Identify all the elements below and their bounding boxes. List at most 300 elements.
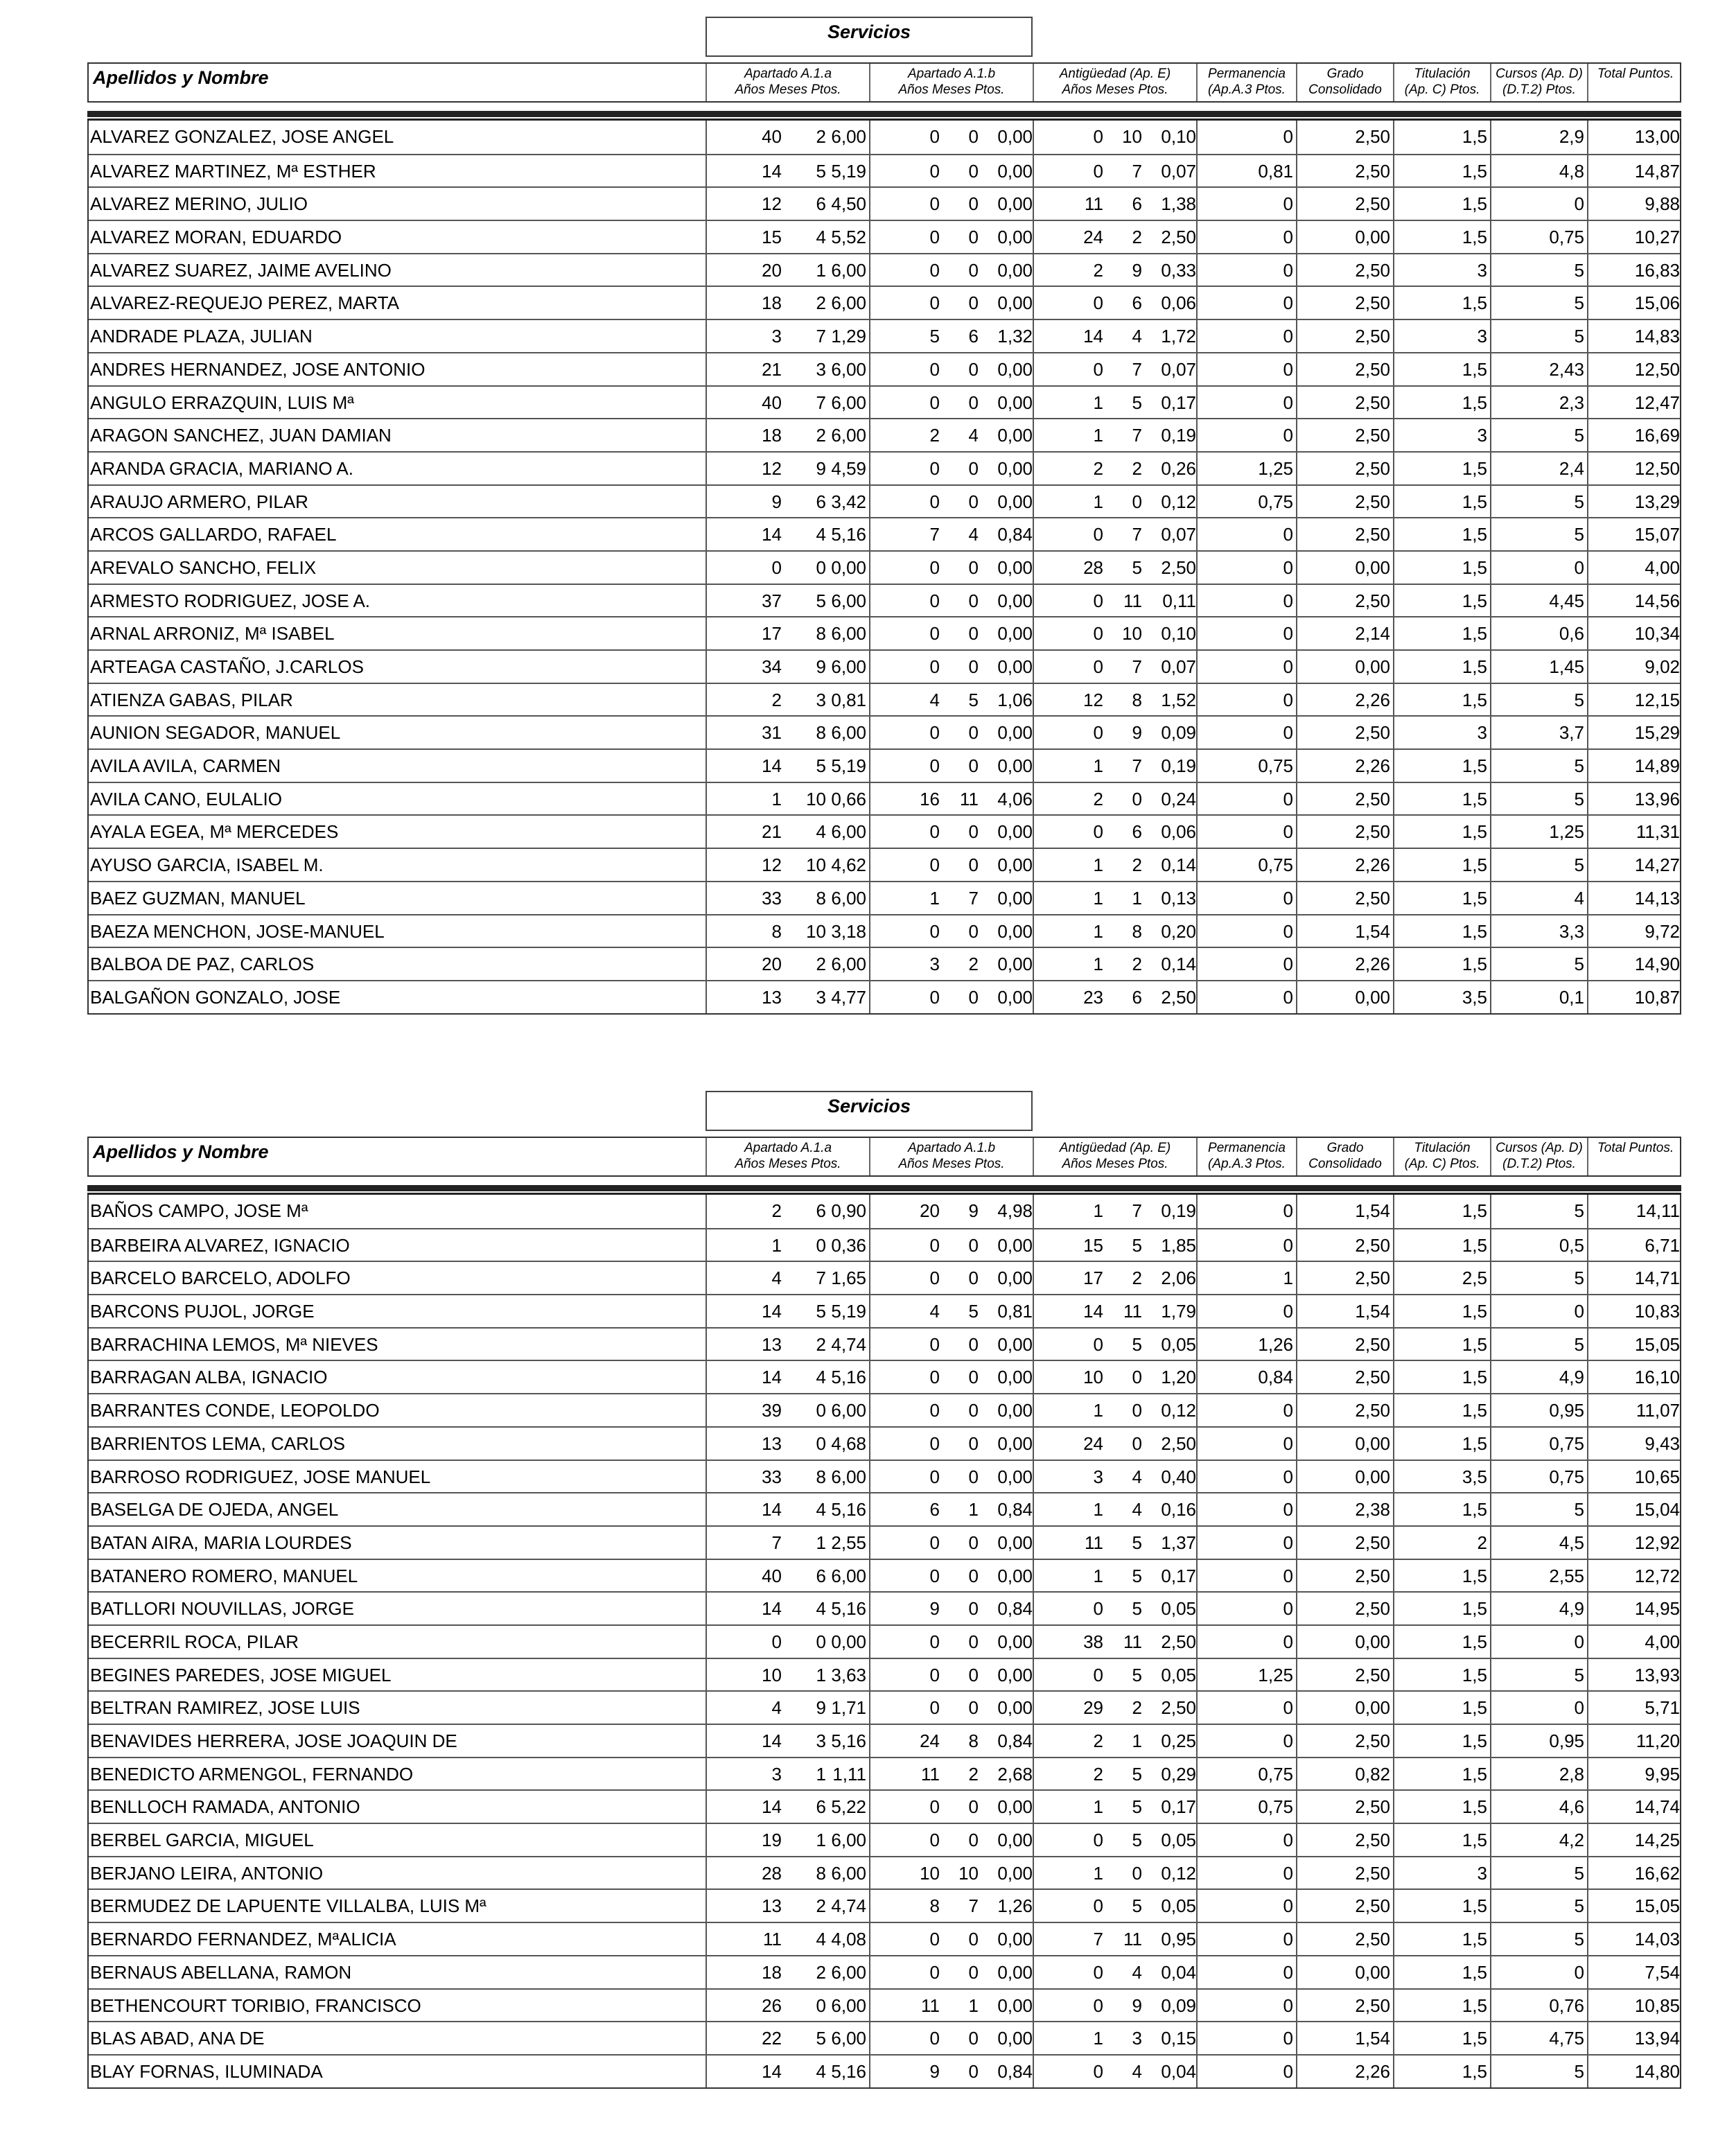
cell-a1a-ptos: 6,00 (831, 1466, 866, 1487)
cell-a1a-ptos: 6,00 (831, 590, 866, 611)
cell-titulacion: 1,5 (1462, 920, 1487, 942)
cell-grado: 2,50 (1355, 524, 1390, 545)
cell-a1a-ptos: 5,16 (831, 1730, 866, 1751)
cell-a1a-ptos: 4,74 (831, 1333, 866, 1355)
cell-grado: 2,50 (1355, 292, 1390, 314)
cell-a1a-ptos: 1,29 (831, 326, 866, 347)
cell-a1b-meses: 5 (968, 689, 979, 710)
cell-name: ANDRES HERNANDEZ, JOSE ANTONIO (90, 358, 426, 380)
cell-total: 9,02 (1645, 656, 1680, 677)
cell-titulacion: 1,5 (1462, 656, 1487, 677)
cell-a1b-meses: 0 (968, 1400, 979, 1421)
column-header-line: Años Meses Ptos. (735, 82, 841, 97)
cell-titulacion: 1,5 (1462, 1895, 1487, 1917)
cell-antig-ptos: 0,20 (1161, 920, 1196, 942)
column-divider (1033, 1262, 1034, 1294)
cell-antig-meses: 5 (1132, 1598, 1142, 1620)
cell-permanencia: 0 (1283, 1598, 1293, 1620)
cell-a1a-meses: 8 (816, 722, 826, 744)
cell-grado: 2,50 (1355, 160, 1390, 182)
cell-antig-anos: 3 (1093, 1466, 1103, 1487)
cell-a1a-ptos: 6,00 (831, 292, 866, 314)
cell-antig-meses: 11 (1123, 590, 1142, 611)
cell-a1b-ptos: 0,00 (997, 986, 1033, 1008)
cell-a1a-meses: 4 (816, 821, 826, 843)
cell-permanencia: 0,75 (1258, 491, 1293, 512)
cell-cursos: 5 (1574, 954, 1584, 975)
cell-antig-ptos: 0,17 (1161, 1565, 1196, 1586)
cell-antig-anos: 17 (1083, 1268, 1103, 1289)
cell-a1b-ptos: 0,00 (997, 1367, 1033, 1388)
cell-name: BAEZA MENCHON, JOSE-MANUEL (90, 920, 385, 942)
cell-cursos: 5 (1574, 1200, 1584, 1221)
cell-a1b-meses: 0 (968, 755, 979, 777)
cell-antig-meses: 10 (1122, 623, 1142, 645)
cell-grado: 0,00 (1355, 556, 1390, 578)
cell-a1a-meses: 0 (816, 1234, 826, 1256)
cell-titulacion: 1,5 (1462, 392, 1487, 413)
column-divider (869, 1890, 870, 1922)
column-divider (1033, 1329, 1034, 1360)
cell-total: 15,05 (1634, 1895, 1680, 1917)
column-divider (869, 1493, 870, 1525)
column-divider (869, 486, 870, 518)
cell-a1a-anos: 12 (762, 854, 782, 876)
cell-a1b-ptos: 0,00 (997, 556, 1033, 578)
cell-a1a-ptos: 0,00 (831, 1631, 866, 1652)
table-row (89, 1294, 1680, 1327)
cell-antig-ptos: 0,05 (1161, 1895, 1196, 1917)
cell-a1b-meses: 0 (968, 656, 979, 677)
cell-a1a-ptos: 2,55 (831, 1532, 866, 1553)
column-divider (1033, 387, 1034, 419)
cell-permanencia: 0,75 (1258, 1763, 1293, 1785)
table-row (89, 484, 1680, 518)
cell-a1a-meses: 6 (816, 193, 826, 215)
cell-total: 14,74 (1634, 1796, 1680, 1818)
cell-a1b-anos: 0 (929, 160, 940, 182)
column-divider (1033, 1461, 1034, 1493)
column-divider (1033, 453, 1034, 484)
cell-cursos: 0,75 (1549, 1466, 1584, 1487)
cell-antig-meses: 5 (1132, 1565, 1142, 1586)
cell-grado: 2,14 (1355, 623, 1390, 645)
cell-antig-meses: 5 (1132, 1796, 1142, 1818)
cell-a1a-ptos: 5,16 (831, 524, 866, 545)
cell-a1b-meses: 1 (968, 1995, 979, 2016)
cell-antig-meses: 2 (1132, 227, 1142, 248)
cell-total: 14,11 (1636, 1200, 1680, 1221)
cell-total: 12,50 (1634, 358, 1680, 380)
cell-a1a-meses: 0 (816, 1432, 826, 1454)
cell-cursos: 2,9 (1559, 126, 1584, 147)
column-divider (1033, 783, 1034, 815)
cell-antig-meses: 0 (1132, 1432, 1142, 1454)
cell-antig-ptos: 0,10 (1161, 126, 1196, 147)
cell-a1a-meses: 6 (816, 1565, 826, 1586)
cell-antig-meses: 9 (1132, 1995, 1142, 2016)
cell-antig-meses: 9 (1132, 722, 1142, 744)
column-divider (869, 1361, 870, 1393)
cell-a1b-ptos: 0,00 (997, 722, 1033, 744)
cell-cursos: 4,75 (1549, 2028, 1584, 2049)
column-header-line: Años Meses Ptos. (898, 1157, 1005, 1171)
cell-a1b-ptos: 0,00 (997, 954, 1033, 975)
column-divider (1033, 353, 1034, 385)
table-row (89, 1195, 1680, 1228)
column-divider (1033, 1428, 1034, 1460)
cell-antig-meses: 7 (1132, 755, 1142, 777)
cell-total: 14,25 (1634, 1830, 1680, 1851)
cell-antig-anos: 14 (1083, 326, 1103, 347)
cell-a1b-ptos: 0,00 (997, 292, 1033, 314)
cell-titulacion: 1,5 (1462, 1565, 1487, 1586)
column-header-cell (1393, 64, 1490, 101)
cell-permanencia: 0,84 (1258, 1367, 1293, 1388)
cell-a1a-meses: 1 (816, 1664, 826, 1685)
cell-cursos: 5 (1574, 755, 1584, 777)
cell-a1a-meses: 3 (816, 1730, 826, 1751)
cell-cursos: 5 (1574, 1268, 1584, 1289)
column-divider (869, 2022, 870, 2054)
table-row (89, 914, 1680, 947)
cell-a1b-ptos: 0,00 (997, 887, 1033, 909)
column-divider (1033, 849, 1034, 881)
cell-grado: 2,50 (1355, 1862, 1390, 1884)
cell-permanencia: 0 (1283, 1730, 1293, 1751)
cell-a1a-meses: 4 (816, 524, 826, 545)
cell-a1a-meses: 8 (816, 623, 826, 645)
cell-grado: 2,50 (1355, 1598, 1390, 1620)
cell-antig-anos: 0 (1093, 1664, 1103, 1685)
cell-a1b-meses: 0 (968, 1367, 979, 1388)
cell-name: ARANDA GRACIA, MARIANO A. (90, 457, 353, 479)
cell-a1a-ptos: 1,11 (832, 1763, 866, 1785)
cell-antig-anos: 1 (1093, 887, 1103, 909)
cell-a1a-anos: 14 (762, 1301, 782, 1322)
cell-a1a-ptos: 5,16 (831, 1367, 866, 1388)
cell-total: 15,04 (1634, 1499, 1680, 1520)
cell-a1a-ptos: 6,00 (831, 126, 866, 147)
cell-antig-anos: 15 (1083, 1234, 1103, 1256)
cell-a1a-meses: 10 (806, 854, 826, 876)
cell-antig-ptos: 0,19 (1161, 755, 1196, 777)
cell-a1b-ptos: 0,00 (997, 755, 1033, 777)
cell-a1a-meses: 4 (816, 1367, 826, 1388)
cell-a1b-meses: 0 (968, 392, 979, 413)
column-divider (869, 750, 870, 782)
cell-a1a-meses: 3 (816, 358, 826, 380)
cell-a1a-meses: 4 (816, 1929, 826, 1950)
table-row (89, 584, 1680, 617)
column-divider (1033, 1923, 1034, 1955)
column-header-cell (1033, 64, 1196, 101)
cell-grado: 2,50 (1355, 1830, 1390, 1851)
cell-a1b-ptos: 0,00 (997, 1268, 1033, 1289)
cell-cursos: 4,8 (1559, 160, 1584, 182)
cell-a1a-meses: 2 (816, 292, 826, 314)
cell-name: BARCONS PUJOL, JORGE (90, 1301, 315, 1322)
table-row (89, 352, 1680, 385)
cell-titulacion: 1,5 (1462, 457, 1487, 479)
cell-a1a-ptos: 6,00 (831, 1400, 866, 1421)
cell-permanencia: 0 (1283, 392, 1293, 413)
cell-titulacion: 1,5 (1462, 954, 1487, 975)
cell-grado: 2,26 (1355, 2060, 1390, 2082)
table-row (89, 1823, 1680, 1856)
cell-a1b-meses: 0 (968, 457, 979, 479)
cell-a1a-anos: 9 (771, 491, 782, 512)
column-divider (1033, 1791, 1034, 1823)
cell-titulacion: 1,5 (1462, 556, 1487, 578)
cell-a1b-meses: 0 (968, 623, 979, 645)
cell-a1a-anos: 34 (762, 656, 782, 677)
column-header-line: Apartado A.1.a (744, 67, 832, 81)
cell-a1a-ptos: 4,08 (831, 1929, 866, 1950)
cell-antig-ptos: 0,07 (1161, 656, 1196, 677)
cell-antig-anos: 1 (1093, 1400, 1103, 1421)
column-header-line: (Ap. C) Ptos. (1404, 82, 1480, 97)
table-row (89, 1559, 1680, 1592)
cell-a1b-ptos: 0,00 (997, 1333, 1033, 1355)
cell-total: 12,72 (1634, 1565, 1680, 1586)
cell-cursos: 1,25 (1549, 821, 1584, 843)
cell-a1a-meses: 5 (816, 590, 826, 611)
column-divider (869, 121, 870, 154)
cell-titulacion: 2 (1477, 1532, 1487, 1553)
cell-a1b-ptos: 0,00 (997, 1631, 1033, 1652)
cell-a1a-meses: 7 (816, 326, 826, 347)
cell-a1b-ptos: 0,00 (997, 193, 1033, 215)
table-row (89, 1690, 1680, 1724)
column-divider (1033, 1361, 1034, 1393)
cell-titulacion: 1,5 (1462, 1961, 1487, 1983)
cell-grado: 2,50 (1355, 887, 1390, 909)
cell-grado: 2,50 (1355, 425, 1390, 446)
column-divider (869, 1923, 870, 1955)
cell-grado: 1,54 (1355, 920, 1390, 942)
table-row (89, 1460, 1680, 1493)
cell-total: 14,56 (1634, 590, 1680, 611)
cell-antig-meses: 5 (1132, 1830, 1142, 1851)
cell-cursos: 0,95 (1549, 1400, 1584, 1421)
cell-name: BERMUDEZ DE LAPUENTE VILLALBA, LUIS Mª (90, 1895, 487, 1917)
cell-name: ARNAL ARRONIZ, Mª ISABEL (90, 623, 335, 645)
cell-a1a-ptos: 0,66 (831, 788, 866, 809)
cell-a1b-meses: 8 (968, 1730, 979, 1751)
cell-titulacion: 1,5 (1462, 1929, 1487, 1950)
cell-a1b-meses: 11 (960, 788, 979, 809)
cell-a1a-meses: 6 (816, 1796, 826, 1818)
column-divider (869, 651, 870, 683)
cell-antig-anos: 0 (1093, 1830, 1103, 1851)
cell-antig-anos: 0 (1093, 358, 1103, 380)
cell-total: 6,71 (1645, 1234, 1680, 1256)
cell-a1b-anos: 0 (929, 1796, 940, 1818)
table-row (89, 1360, 1680, 1393)
cell-antig-ptos: 0,12 (1161, 1862, 1196, 1884)
cell-a1b-anos: 11 (921, 1995, 940, 2016)
cell-a1b-anos: 3 (929, 954, 940, 975)
cell-name: BAEZ GUZMAN, MANUEL (90, 887, 306, 909)
cell-a1a-anos: 33 (762, 887, 782, 909)
cell-name: AYUSO GARCIA, ISABEL M. (90, 854, 324, 876)
cell-antig-anos: 24 (1083, 227, 1103, 248)
column-divider (869, 1659, 870, 1691)
cell-a1a-ptos: 4,62 (831, 854, 866, 876)
column-header-line: Grado (1326, 1141, 1364, 1155)
table-row (89, 1426, 1680, 1460)
cell-grado: 0,00 (1355, 1631, 1390, 1652)
cell-permanencia: 0 (1283, 722, 1293, 744)
column-divider (1033, 2022, 1034, 2054)
cell-total: 12,15 (1634, 689, 1680, 710)
cell-a1a-anos: 0 (771, 1631, 782, 1652)
cell-a1b-anos: 0 (929, 227, 940, 248)
cell-antig-meses: 5 (1132, 1234, 1142, 1256)
cell-grado: 2,26 (1355, 755, 1390, 777)
cell-antig-ptos: 0,05 (1161, 1333, 1196, 1355)
cell-a1a-meses: 2 (816, 954, 826, 975)
cell-titulacion: 1,5 (1462, 1763, 1487, 1785)
cell-antig-meses: 5 (1132, 1664, 1142, 1685)
column-header-cell (1393, 1138, 1490, 1175)
column-header-line: Consolidado (1308, 1157, 1382, 1171)
column-divider (1033, 1195, 1034, 1228)
cell-total: 14,27 (1634, 854, 1680, 876)
cell-a1b-anos: 0 (929, 1432, 940, 1454)
cell-a1b-ptos: 0,00 (997, 1432, 1033, 1454)
cell-a1a-ptos: 3,63 (831, 1664, 866, 1685)
table-row (89, 451, 1680, 484)
cell-permanencia: 0,81 (1258, 160, 1293, 182)
cell-titulacion: 1,5 (1462, 1301, 1487, 1322)
cell-titulacion: 1,5 (1462, 854, 1487, 876)
cell-a1b-anos: 0 (929, 193, 940, 215)
cell-a1a-meses: 5 (816, 1301, 826, 1322)
cell-name: ALVAREZ GONZALEZ, JOSE ANGEL (90, 126, 394, 147)
cell-a1b-anos: 20 (920, 1200, 940, 1221)
table-row (89, 1789, 1680, 1823)
cell-name: BATLLORI NOUVILLAS, JORGE (90, 1598, 354, 1620)
cell-antig-anos: 14 (1083, 1301, 1103, 1322)
cell-a1a-meses: 5 (816, 2028, 826, 2049)
cell-cursos: 4,45 (1549, 590, 1584, 611)
column-header-line: (D.T.2) Ptos. (1502, 1157, 1576, 1171)
table-row (89, 814, 1680, 848)
cell-a1a-anos: 13 (762, 1333, 782, 1355)
cell-titulacion: 2,5 (1462, 1268, 1487, 1289)
cell-titulacion: 1,5 (1462, 2028, 1487, 2049)
column-header-line: (Ap.A.3 Ptos. (1208, 82, 1286, 97)
column-divider (869, 981, 870, 1013)
column-header-cell (869, 64, 1033, 101)
column-divider (1033, 816, 1034, 848)
cell-a1a-meses: 3 (816, 986, 826, 1008)
cell-permanencia: 0 (1283, 326, 1293, 347)
cell-antig-anos: 38 (1083, 1631, 1103, 1652)
cell-a1a-ptos: 6,00 (831, 425, 866, 446)
cell-a1a-anos: 15 (762, 227, 782, 248)
cell-total: 15,29 (1634, 722, 1680, 744)
cell-a1b-anos: 0 (929, 1565, 940, 1586)
cell-permanencia: 0 (1283, 1532, 1293, 1553)
cell-cursos: 2,8 (1559, 1763, 1584, 1785)
column-divider (869, 453, 870, 484)
header-divider (87, 1185, 1681, 1191)
cell-a1b-anos: 0 (929, 491, 940, 512)
cell-a1b-meses: 0 (968, 227, 979, 248)
cell-grado: 2,50 (1355, 1565, 1390, 1586)
column-divider (1033, 1692, 1034, 1724)
cell-a1b-ptos: 0,00 (997, 1532, 1033, 1553)
cell-a1a-ptos: 6,00 (831, 358, 866, 380)
cell-permanencia: 0 (1283, 1565, 1293, 1586)
cell-grado: 2,50 (1355, 491, 1390, 512)
column-header-cell (1196, 1138, 1296, 1175)
cell-a1a-ptos: 6,00 (831, 392, 866, 413)
cell-a1a-meses: 1 (816, 1532, 826, 1553)
cell-a1b-meses: 0 (968, 1532, 979, 1553)
cell-antig-meses: 5 (1132, 392, 1142, 413)
cell-a1b-ptos: 0,84 (997, 1499, 1033, 1520)
cell-grado: 2,50 (1355, 1995, 1390, 2016)
column-divider (869, 1990, 870, 2022)
cell-grado: 0,00 (1355, 1432, 1390, 1454)
cell-permanencia: 0 (1283, 358, 1293, 380)
cell-name: AUNION SEGADOR, MANUEL (90, 722, 341, 744)
cell-antig-anos: 1 (1093, 1499, 1103, 1520)
cell-a1a-anos: 0 (771, 556, 782, 578)
cell-a1b-meses: 0 (968, 1830, 979, 1851)
column-divider (869, 882, 870, 914)
column-divider (869, 684, 870, 716)
cell-grado: 2,38 (1355, 1499, 1390, 1520)
cell-a1b-ptos: 0,00 (997, 457, 1033, 479)
cell-name: BENAVIDES HERRERA, JOSE JOAQUIN DE (90, 1730, 457, 1751)
cell-titulacion: 1,5 (1462, 887, 1487, 909)
cell-permanencia: 0 (1283, 227, 1293, 248)
cell-titulacion: 1,5 (1462, 755, 1487, 777)
column-divider (1033, 518, 1034, 550)
cell-a1a-anos: 31 (762, 722, 782, 744)
column-divider (869, 1758, 870, 1790)
cell-cursos: 2,43 (1549, 358, 1584, 380)
cell-name: ALVAREZ SUAREZ, JAIME AVELINO (90, 259, 392, 281)
cell-a1b-anos: 0 (929, 1532, 940, 1553)
cell-name: BATANERO ROMERO, MANUEL (90, 1565, 358, 1586)
cell-a1b-meses: 0 (968, 259, 979, 281)
cell-a1b-anos: 0 (929, 1830, 940, 1851)
column-divider (869, 1394, 870, 1426)
cell-a1b-meses: 0 (968, 1466, 979, 1487)
cell-name: AVILA AVILA, CARMEN (90, 755, 281, 777)
cell-antig-ptos: 0,17 (1161, 392, 1196, 413)
column-divider (869, 287, 870, 319)
cell-a1b-anos: 0 (929, 920, 940, 942)
cell-cursos: 2,4 (1559, 457, 1584, 479)
name-column-header: Apellidos y Nombre (93, 67, 269, 88)
cell-antig-anos: 12 (1083, 689, 1103, 710)
cell-permanencia: 1,25 (1258, 457, 1293, 479)
table-row (89, 1988, 1680, 2022)
cell-grado: 2,50 (1355, 722, 1390, 744)
cell-a1b-anos: 0 (929, 986, 940, 1008)
column-header (87, 1137, 1681, 1177)
cell-a1a-ptos: 4,68 (831, 1432, 866, 1454)
cell-cursos: 4,5 (1559, 1532, 1584, 1553)
cell-a1a-anos: 20 (762, 954, 782, 975)
